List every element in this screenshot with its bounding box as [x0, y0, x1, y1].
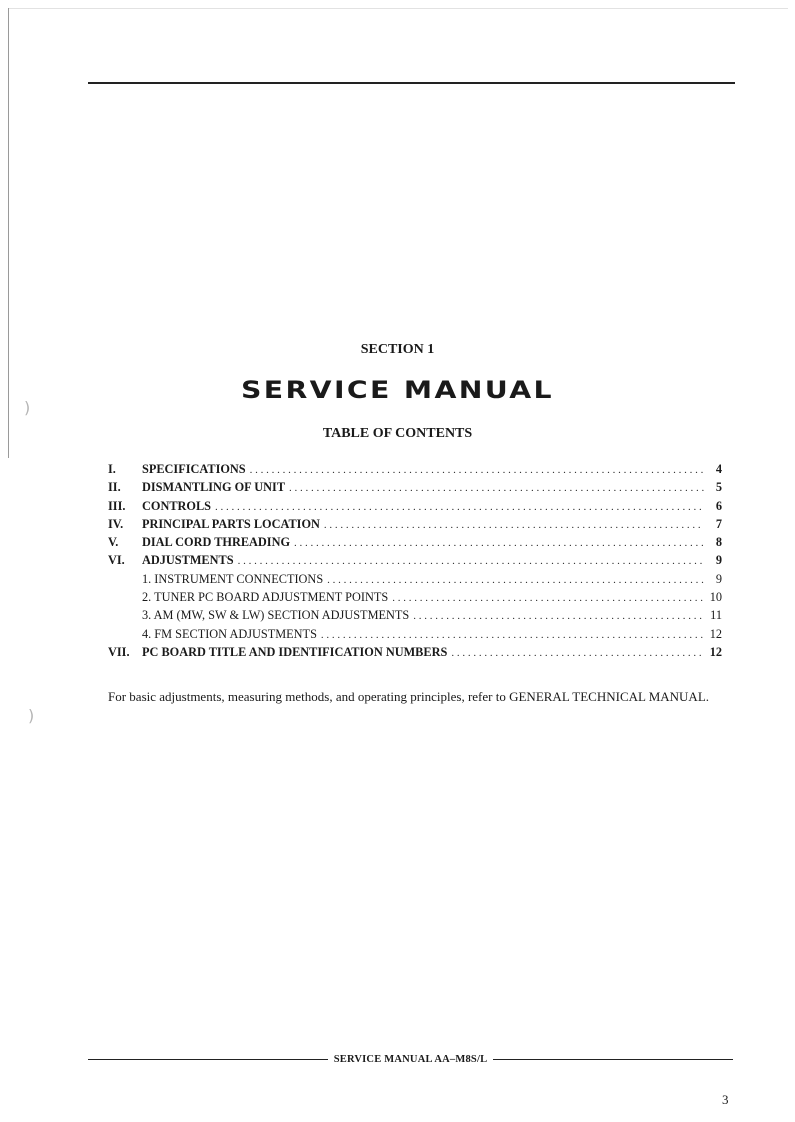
toc-entry [108, 645, 722, 663]
toc-dot-leader [215, 501, 704, 513]
section-label: SECTION 1 [360, 342, 435, 357]
footer [88, 1050, 733, 1068]
toc-entry [108, 517, 722, 535]
scan-edge-top [8, 8, 788, 9]
toc-dot-leader [324, 519, 704, 531]
toc-entry [108, 480, 722, 498]
toc-dot-leader [413, 610, 704, 622]
footer-title: SERVICE MANUAL AA–M8S/L [333, 1053, 488, 1065]
toc-entry-number: III. [108, 498, 126, 513]
reference-note: For basic adjustments, measuring methods, and operating principles, refer to GENERAL TECHNICAL MANUAL. [108, 689, 710, 704]
binding-hole-mark: ) [28, 706, 35, 725]
toc-entry [108, 499, 722, 517]
toc-entry-title: DIAL CORD THREADING [142, 535, 291, 550]
toc-entry-title: PC BOARD TITLE AND IDENTIFICATION NUMBERS [142, 644, 448, 659]
table-of-contents [108, 462, 722, 663]
binding-hole-mark: ) [24, 398, 31, 417]
toc-entry-title: PRINCIPAL PARTS LOCATION [142, 516, 320, 531]
toc-entry-title: CONTROLS [142, 498, 212, 513]
toc-entry-title: 3. AM (MW, SW & LW) SECTION ADJUSTMENTS [142, 608, 410, 623]
toc-dot-leader [327, 574, 704, 586]
toc-entry [108, 627, 722, 645]
toc-entry-page: 10 [709, 590, 722, 605]
toc-dot-leader [238, 555, 704, 567]
toc-entry-page: 9 [715, 571, 722, 586]
toc-entry-number: I. [108, 462, 116, 476]
toc-entry-number: IV. [108, 516, 124, 531]
toc-entry-number: VII. [108, 644, 130, 659]
toc-dot-leader [321, 629, 704, 641]
toc-entry-title: SPECIFICATIONS [142, 462, 246, 476]
toc-dot-leader [392, 592, 704, 604]
header-rule [88, 82, 735, 84]
toc-entry-page: 11 [710, 608, 722, 623]
toc-entry-page: 7 [715, 516, 722, 531]
toc-dot-leader [289, 482, 704, 494]
toc-entry-title: 1. INSTRUMENT CONNECTIONS [142, 571, 324, 586]
toc-heading: TABLE OF CONTENTS [322, 426, 473, 441]
toc-entry-title: 2. TUNER PC BOARD ADJUSTMENT POINTS [142, 590, 389, 605]
toc-entry [108, 462, 722, 480]
toc-entry-page: 4 [715, 462, 722, 476]
toc-entry [108, 535, 722, 553]
toc-entry [108, 572, 722, 590]
toc-entry [108, 608, 722, 626]
toc-entry-title: DISMANTLING OF UNIT [142, 480, 286, 495]
toc-entry-number: VI. [108, 553, 125, 568]
toc-entry [108, 553, 722, 571]
toc-entry-page: 9 [715, 553, 722, 568]
toc-entry [108, 590, 722, 608]
toc-dot-leader [250, 464, 704, 476]
toc-entry-title: ADJUSTMENTS [142, 553, 234, 568]
toc-entry-title: 4. FM SECTION ADJUSTMENTS [142, 626, 317, 641]
page-number: 3 [722, 1092, 729, 1107]
toc-entry-number: V. [108, 535, 119, 550]
toc-entry-number: II. [108, 480, 121, 495]
toc-entry-page: 12 [709, 626, 722, 641]
page-title: SERVICE MANUAL [241, 376, 554, 404]
footer-rule-right [493, 1059, 733, 1060]
toc-entry-page: 12 [709, 644, 722, 659]
toc-dot-leader [451, 647, 704, 659]
toc-entry-page: 8 [715, 535, 722, 550]
toc-dot-leader [294, 537, 704, 549]
toc-entry-page: 5 [715, 480, 722, 495]
toc-entry-page: 6 [715, 498, 722, 513]
footer-rule-left [88, 1059, 328, 1060]
